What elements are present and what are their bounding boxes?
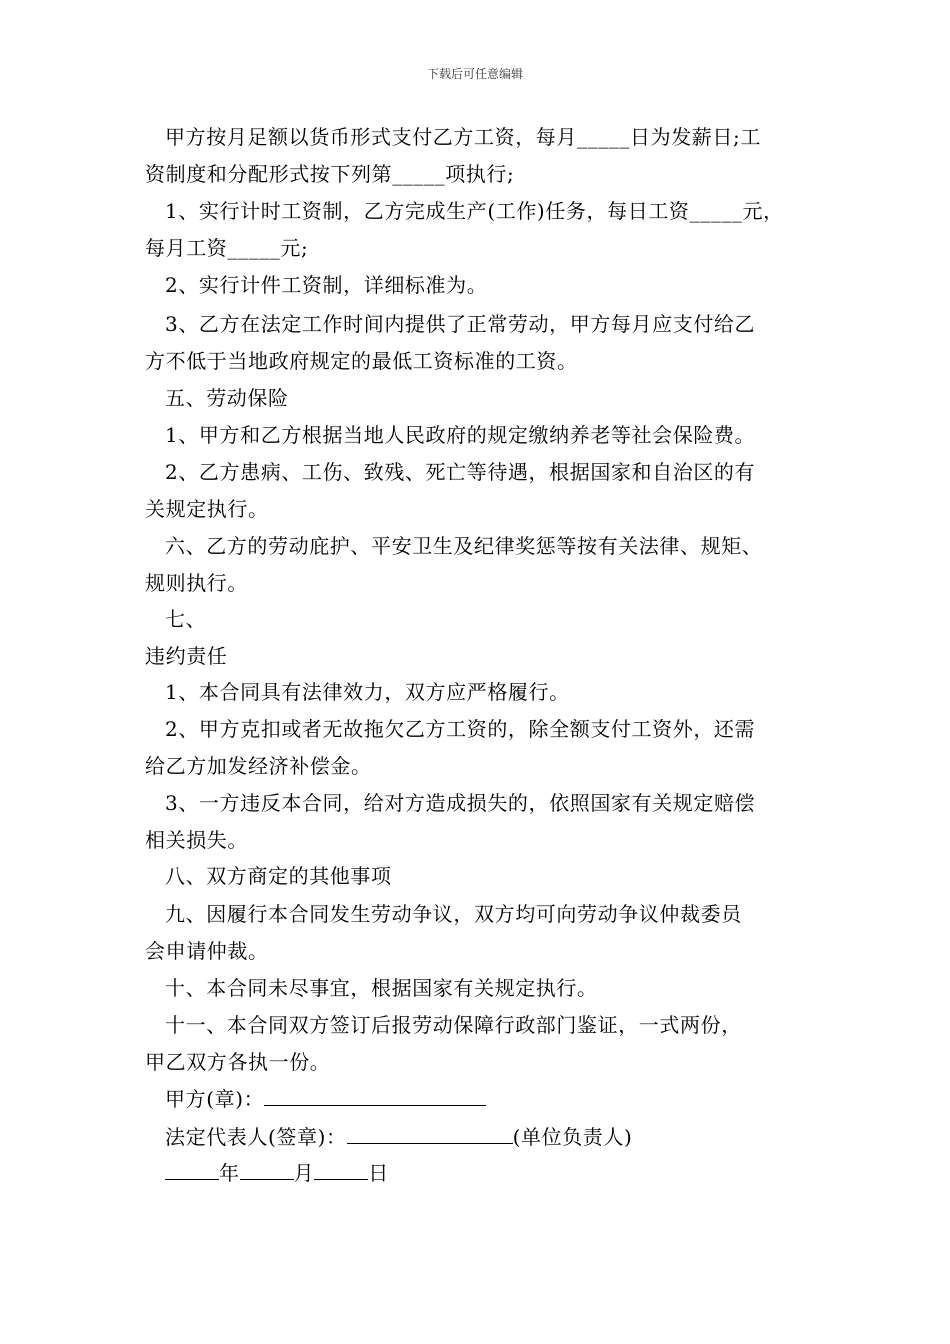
section-9-line-2: 会申请仲裁。 [145,939,269,963]
legal-rep-signature-line [347,1123,513,1144]
paragraph-salary-line-1: 甲方按月足额以货币形式支付乙方工资，每月_____日为发薪日;工 [165,125,761,149]
item-1-line-2: 每月工资_____元; [145,236,309,260]
section-5-item-1: 1、甲方和乙方根据当地人民政府的规定缴纳养老等社会保险费。 [165,423,756,447]
section-7-item-3-line-1: 3、一方违反本合同，给对方造成损失的，依照国家有关规定赔偿 [165,791,756,815]
section-11-line-2: 甲乙双方各执一份。 [145,1050,331,1074]
month-label: 月 [293,1161,315,1185]
section-7-item-3-line-2: 相关损失。 [145,828,248,852]
section-7-item-2-line-2: 给乙方加发经济补偿金。 [145,754,372,778]
blank-daily-wage: _____ [689,199,743,223]
item-3-line-2: 方不低于当地政府规定的最低工资标准的工资。 [145,349,578,373]
blank-item-number: _____ [392,162,446,186]
paragraph-salary-line-2: 资制度和分配形式按下列第_____项执行; [145,162,515,186]
section-7-title: 违约责任 [145,644,228,668]
item-3-line-1: 3、乙方在法定工作时间内提供了正常劳动，甲方每月应支付给乙 [165,312,756,336]
signature-party-a [165,1085,486,1111]
item-2: 2、实行计件工资制，详细标准为。 [165,273,488,297]
section-5-item-2-line-1: 2、乙方患病、工伤、致残、死亡等待遇，根据国家和自治区的有 [165,460,756,484]
blank-payday: _____ [577,125,630,149]
party-a-signature-line [264,1085,486,1106]
section-7-number: 七、 [165,607,207,631]
section-6-line-2: 规则执行。 [145,571,248,595]
day-blank [314,1159,368,1180]
section-11-line-1: 十一、本合同双方签订后报劳动保障行政部门鉴证，一式两份， [165,1013,742,1037]
party-a-label: 甲方(章)： [165,1087,265,1111]
year-blank [165,1159,219,1180]
unit-head-label: (单位负责人) [512,1125,633,1149]
section-10: 十、本合同未尽事宜，根据国家有关规定执行。 [165,976,598,1000]
signature-date [165,1159,389,1185]
section-7-item-1: 1、本合同具有法律效力，双方应严格履行。 [165,680,570,704]
signature-legal-rep [165,1123,632,1149]
blank-monthly-wage: _____ [227,236,281,260]
section-9-line-1: 九、因履行本合同发生劳动争议，双方均可向劳动争议仲裁委员 [165,902,742,926]
item-1-line-1: 1、实行计时工资制，乙方完成生产(工作)任务，每日工资_____元， [165,199,784,223]
day-label: 日 [368,1161,389,1185]
year-label: 年 [219,1161,240,1185]
month-blank [240,1159,294,1180]
section-7-item-2-line-1: 2、甲方克扣或者无故拖欠乙方工资的，除全额支付工资外，还需 [165,717,756,741]
section-8: 八、双方商定的其他事项 [165,864,392,888]
section-5-item-2-line-2: 关规定执行。 [145,497,269,521]
legal-rep-label: 法定代表人(签章)： [165,1125,347,1149]
section-5-title: 五、劳动保险 [165,386,289,410]
page-header: 下载后可任意编辑 [426,67,523,81]
section-6-line-1: 六、乙方的劳动庇护、平安卫生及纪律奖惩等按有关法律、规矩、 [165,534,763,558]
